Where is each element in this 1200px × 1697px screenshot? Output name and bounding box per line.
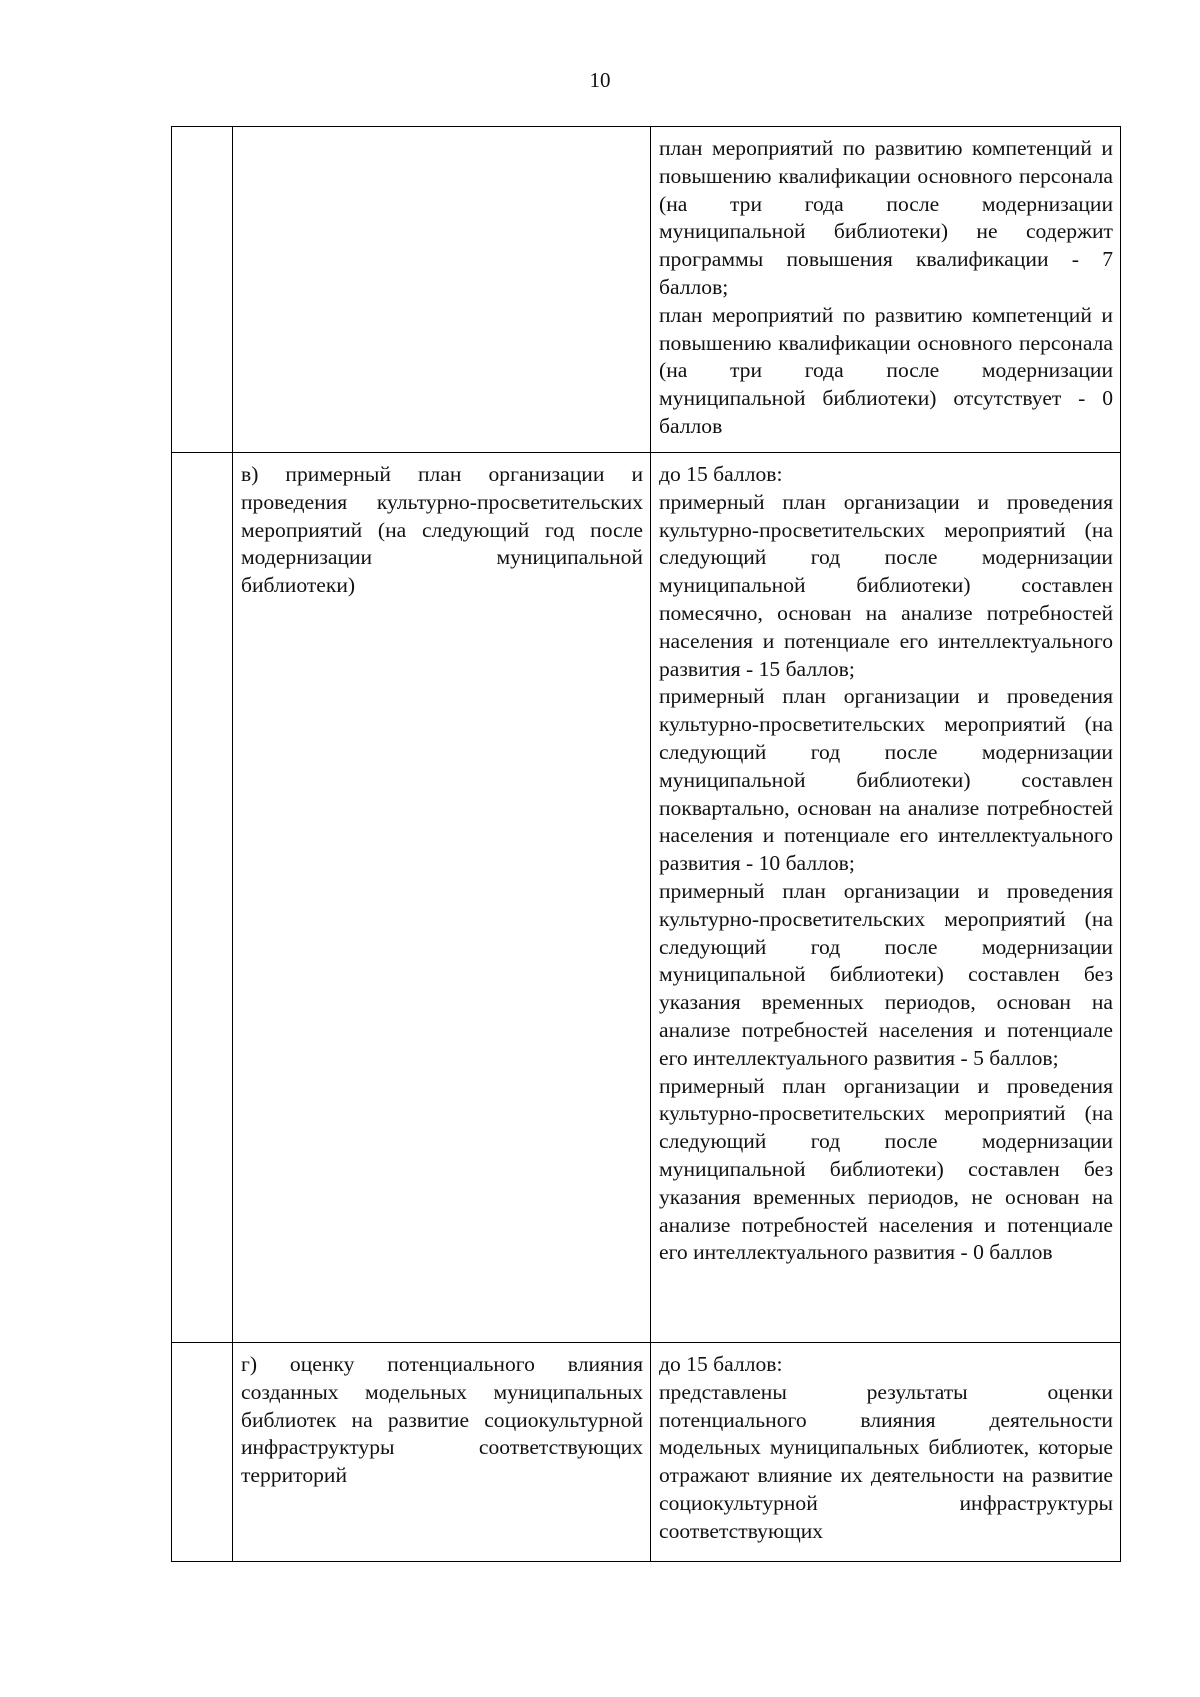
row-number-cell <box>172 127 233 453</box>
score-cell <box>651 127 1121 453</box>
score-item: примерный план организации и проведения культурно-просветительских мероприятий (на следующий год после модернизации муниципальной библиотеки) составлен помесячно, основан на анализе потребностей населения и потенциале его интеллектуального развития - 15 баллов; <box>659 489 1113 681</box>
score-item: примерный план организации и проведения культурно-просветительских мероприятий (на следующий год после модернизации муниципальной библиотеки) составлен поквартально, основан на анализе потребностей населения и потенциале его интеллектуального развития - 10 баллов; <box>659 684 1113 876</box>
criterion-text: г) оценку потенциального влияния созданных модельных муниципальных библиотек на развитие социокультурной инфраструктуры соответствующих территорий <box>241 1352 643 1488</box>
score-item: примерный план организации и проведения культурно-просветительских мероприятий (на следующий год после модернизации муниципальной библиотеки) составлен без указания временных периодов, основан на анализе потребностей населения и потенциале его интеллектуального развития - 5 баллов; <box>659 878 1113 1070</box>
row-number-cell <box>172 1343 233 1562</box>
criterion-cell <box>233 127 651 453</box>
score-item: план мероприятий по развитию компетенций и повышению квалификации основного персонала (на три года после модернизации муниципальной библиотеки) отсутствует - 0 баллов <box>659 302 1113 438</box>
score-cell <box>651 1343 1121 1562</box>
score-item: представлены результаты оценки потенциального влияния деятельности модельных муниципальных библиотек, которые отражают влияние их деятельности на развитие социокультурной инфраструктуры соответствующих <box>659 1379 1113 1543</box>
table-row <box>172 453 1121 1343</box>
score-cell <box>651 453 1121 1343</box>
score-heading: до 15 баллов: <box>659 1352 783 1376</box>
table-row <box>172 1343 1121 1562</box>
page-number: 10 <box>589 68 611 92</box>
criteria-table <box>171 126 1121 1562</box>
table-row <box>172 127 1121 453</box>
score-heading: до 15 баллов: <box>659 462 783 486</box>
row-number-cell <box>172 453 233 1343</box>
score-item: план мероприятий по развитию компетенций и повышению квалификации основного персонала (на три года после модернизации муниципальной библиотеки) не содержит программы повышения квалификации - 7 баллов; <box>659 136 1113 299</box>
criterion-cell <box>233 1343 651 1562</box>
criterion-cell <box>233 453 651 1343</box>
criterion-text: в) примерный план организации и проведения культурно-просветительских мероприятий (на следующий год после модернизации муниципальной библиотеки) <box>241 462 643 598</box>
score-item: примерный план организации и проведения культурно-просветительских мероприятий (на следующий год после модернизации муниципальной библиотеки) составлен без указания временных периодов, не основан на анализе потребностей населения и потенциале его интеллектуального развития - 0 баллов <box>659 1073 1113 1265</box>
